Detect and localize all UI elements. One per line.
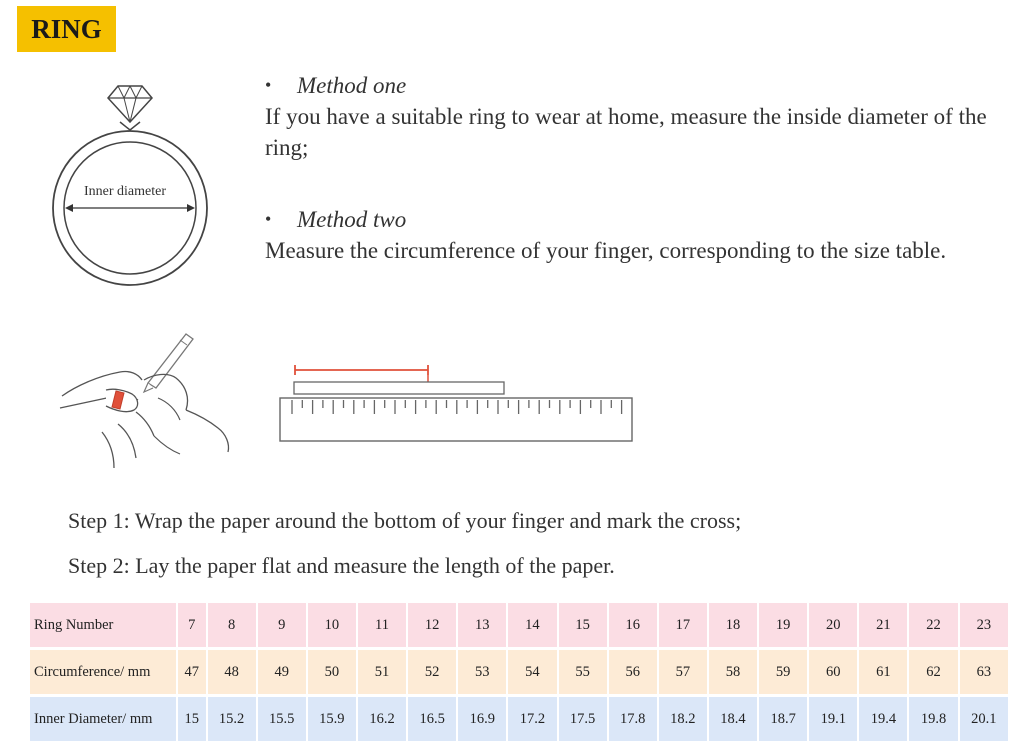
table-cell: 17.5 (559, 697, 607, 744)
table-cell: 10 (308, 603, 356, 650)
step-one: Step 1: Wrap the paper around the bottom of your finger and mark the cross; (68, 508, 742, 533)
table-cell: 19.4 (859, 697, 907, 744)
table-cell: 16.9 (458, 697, 506, 744)
method-one-title: Method one (297, 73, 407, 98)
table-cell: 61 (859, 650, 907, 697)
table-cell: 16.5 (408, 697, 456, 744)
ring-size-table (28, 603, 1010, 744)
table-cell: 53 (458, 650, 506, 697)
method-one-text: If you have a suitable ring to wear at home, measure the inside diameter of the ring; (265, 104, 987, 160)
table-cell: 15.5 (258, 697, 306, 744)
table-cell: 20 (809, 603, 857, 650)
table-cell: 50 (308, 650, 356, 697)
table-cell: 48 (208, 650, 256, 697)
table-cell: 16 (609, 603, 657, 650)
table-cell: 62 (909, 650, 957, 697)
circumference-row (30, 650, 1008, 697)
inner-diameter-row (30, 697, 1008, 744)
table-cell: 56 (609, 650, 657, 697)
method-two (265, 204, 1015, 266)
table-cell: 16.2 (358, 697, 406, 744)
table-cell: 11 (358, 603, 406, 650)
table-cell: 51 (358, 650, 406, 697)
inner-diameter-label: Inner diameter (84, 184, 167, 199)
page-title: RING (17, 6, 116, 52)
table-cell: 52 (408, 650, 456, 697)
table-cell: 20.1 (960, 697, 1008, 744)
table-cell: 15 (559, 603, 607, 650)
table-cell: 18.7 (759, 697, 807, 744)
table-cell: 17 (659, 603, 707, 650)
row-label: Circumference/ mm (30, 650, 176, 697)
table-cell: 19.1 (809, 697, 857, 744)
method-two-title: Method two (297, 207, 407, 232)
table-cell: 18.4 (709, 697, 757, 744)
table-cell: 9 (258, 603, 306, 650)
table-cell: 63 (960, 650, 1008, 697)
table-cell: 57 (659, 650, 707, 697)
table-cell: 21 (859, 603, 907, 650)
table-cell: 18.2 (659, 697, 707, 744)
table-cell: 59 (759, 650, 807, 697)
hand-wrap-paper-icon (58, 328, 238, 473)
table-cell: 60 (809, 650, 857, 697)
table-cell: 54 (508, 650, 556, 697)
table-cell: 15.2 (208, 697, 256, 744)
table-cell: 17.8 (609, 697, 657, 744)
table-cell: 15.9 (308, 697, 356, 744)
table-cell: 7 (178, 603, 206, 650)
table-cell: 58 (709, 650, 757, 697)
table-cell: 19.8 (909, 697, 957, 744)
ruler-measure-icon (278, 362, 638, 444)
table-cell: 14 (508, 603, 556, 650)
table-cell: 12 (408, 603, 456, 650)
table-cell: 22 (909, 603, 957, 650)
row-label: Ring Number (30, 603, 176, 650)
table-cell: 23 (960, 603, 1008, 650)
table-cell: 19 (759, 603, 807, 650)
row-label: Inner Diameter/ mm (30, 697, 176, 744)
step-two: Step 2: Lay the paper flat and measure the length of the paper. (68, 553, 615, 578)
method-one (265, 70, 1015, 163)
table-cell: 49 (258, 650, 306, 697)
table-cell: 55 (559, 650, 607, 697)
table-cell: 47 (178, 650, 206, 697)
table-cell: 18 (709, 603, 757, 650)
table-cell: 17.2 (508, 697, 556, 744)
ring-number-row (30, 603, 1008, 650)
bullet-icon: • (265, 209, 272, 229)
method-two-text: Measure the circumference of your finger, corresponding to the size table. (265, 238, 947, 263)
table-cell: 8 (208, 603, 256, 650)
bullet-icon: • (265, 75, 272, 95)
table-cell: 13 (458, 603, 506, 650)
table-cell: 15 (178, 697, 206, 744)
